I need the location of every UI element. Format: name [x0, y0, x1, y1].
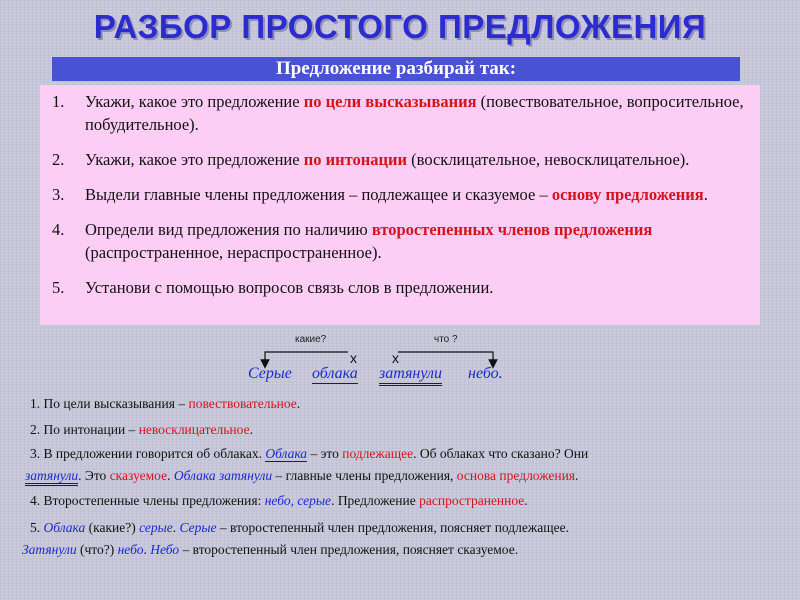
step-text: (повествовательное, вопросительное, побудительное). — [85, 92, 744, 134]
step-item — [40, 218, 760, 264]
page-title: РАЗБОР ПРОСТОГО ПРЕДЛОЖЕНИЯ — [93, 8, 707, 45]
step-highlight: по цели высказывания — [303, 92, 477, 111]
question-label-left: какие? — [295, 334, 327, 345]
steps-list — [40, 90, 760, 311]
step-text: (распространенное, нераспространенное). — [85, 243, 382, 262]
question-label-right: что ? — [434, 334, 458, 345]
step-text: Укажи, какое это предложение — [85, 150, 304, 169]
step-text: Укажи, какое это предложение — [85, 92, 304, 111]
analysis-line: 5. Облака (какие?) серые. Серые – второстепенный член предложения, поясняет подлежащее. — [30, 520, 569, 535]
step-item — [40, 276, 760, 299]
analysis-line: 3. В предложении говорится об облаках. Облака – это подлежащее. Об облаках что сказано? Они — [30, 446, 589, 461]
step-text: Установи с помощью вопросов связь слов в предложении. — [85, 278, 494, 297]
analysis-line: Затянули (что?) небо. Небо – второстепенный член предложения, поясняет сказуемое. — [22, 542, 519, 557]
example-word: Серые — [248, 365, 292, 382]
step-text: . — [703, 185, 708, 204]
step-number: 5. — [52, 278, 65, 297]
analysis-line: 1. По цели высказывания – повествовательное. — [30, 396, 301, 411]
step-number: 1. — [52, 92, 65, 111]
analysis-line: 4. Второстепенные члены предложения: небо, серые. Предложение распространенное. — [30, 493, 528, 508]
cross-mark: x — [392, 350, 399, 366]
step-text: Определи вид предложения по наличию — [85, 220, 372, 239]
step-number: 2. — [52, 150, 65, 169]
example-predicate: затянули — [379, 365, 442, 386]
step-number: 3. — [52, 185, 65, 204]
instruction-banner: Предложение разбирай так: — [52, 57, 740, 81]
arrow-line — [265, 352, 348, 364]
step-highlight: второстепенных членов предложения — [371, 220, 653, 239]
step-highlight: основу предложения — [551, 185, 704, 204]
step-item — [40, 183, 760, 206]
step-number: 4. — [52, 220, 65, 239]
step-text: (восклицательное, невосклицательное). — [407, 150, 690, 169]
analysis-line: затянули. Это сказуемое. Облака затянули – главные члены предложения, основа предложения. — [25, 468, 578, 484]
cross-mark: x — [350, 350, 357, 366]
analysis-line: 2. По интонации – невосклицательное. — [30, 422, 253, 437]
example-word: небо. — [468, 365, 503, 382]
step-item — [40, 148, 760, 171]
step-text: Выдели главные члены предложения – подлежащее и сказуемое – — [85, 185, 552, 204]
step-highlight: по интонации — [303, 150, 408, 169]
example-subject: облака — [312, 365, 358, 382]
step-item — [40, 90, 760, 136]
arrow-line — [398, 352, 493, 364]
